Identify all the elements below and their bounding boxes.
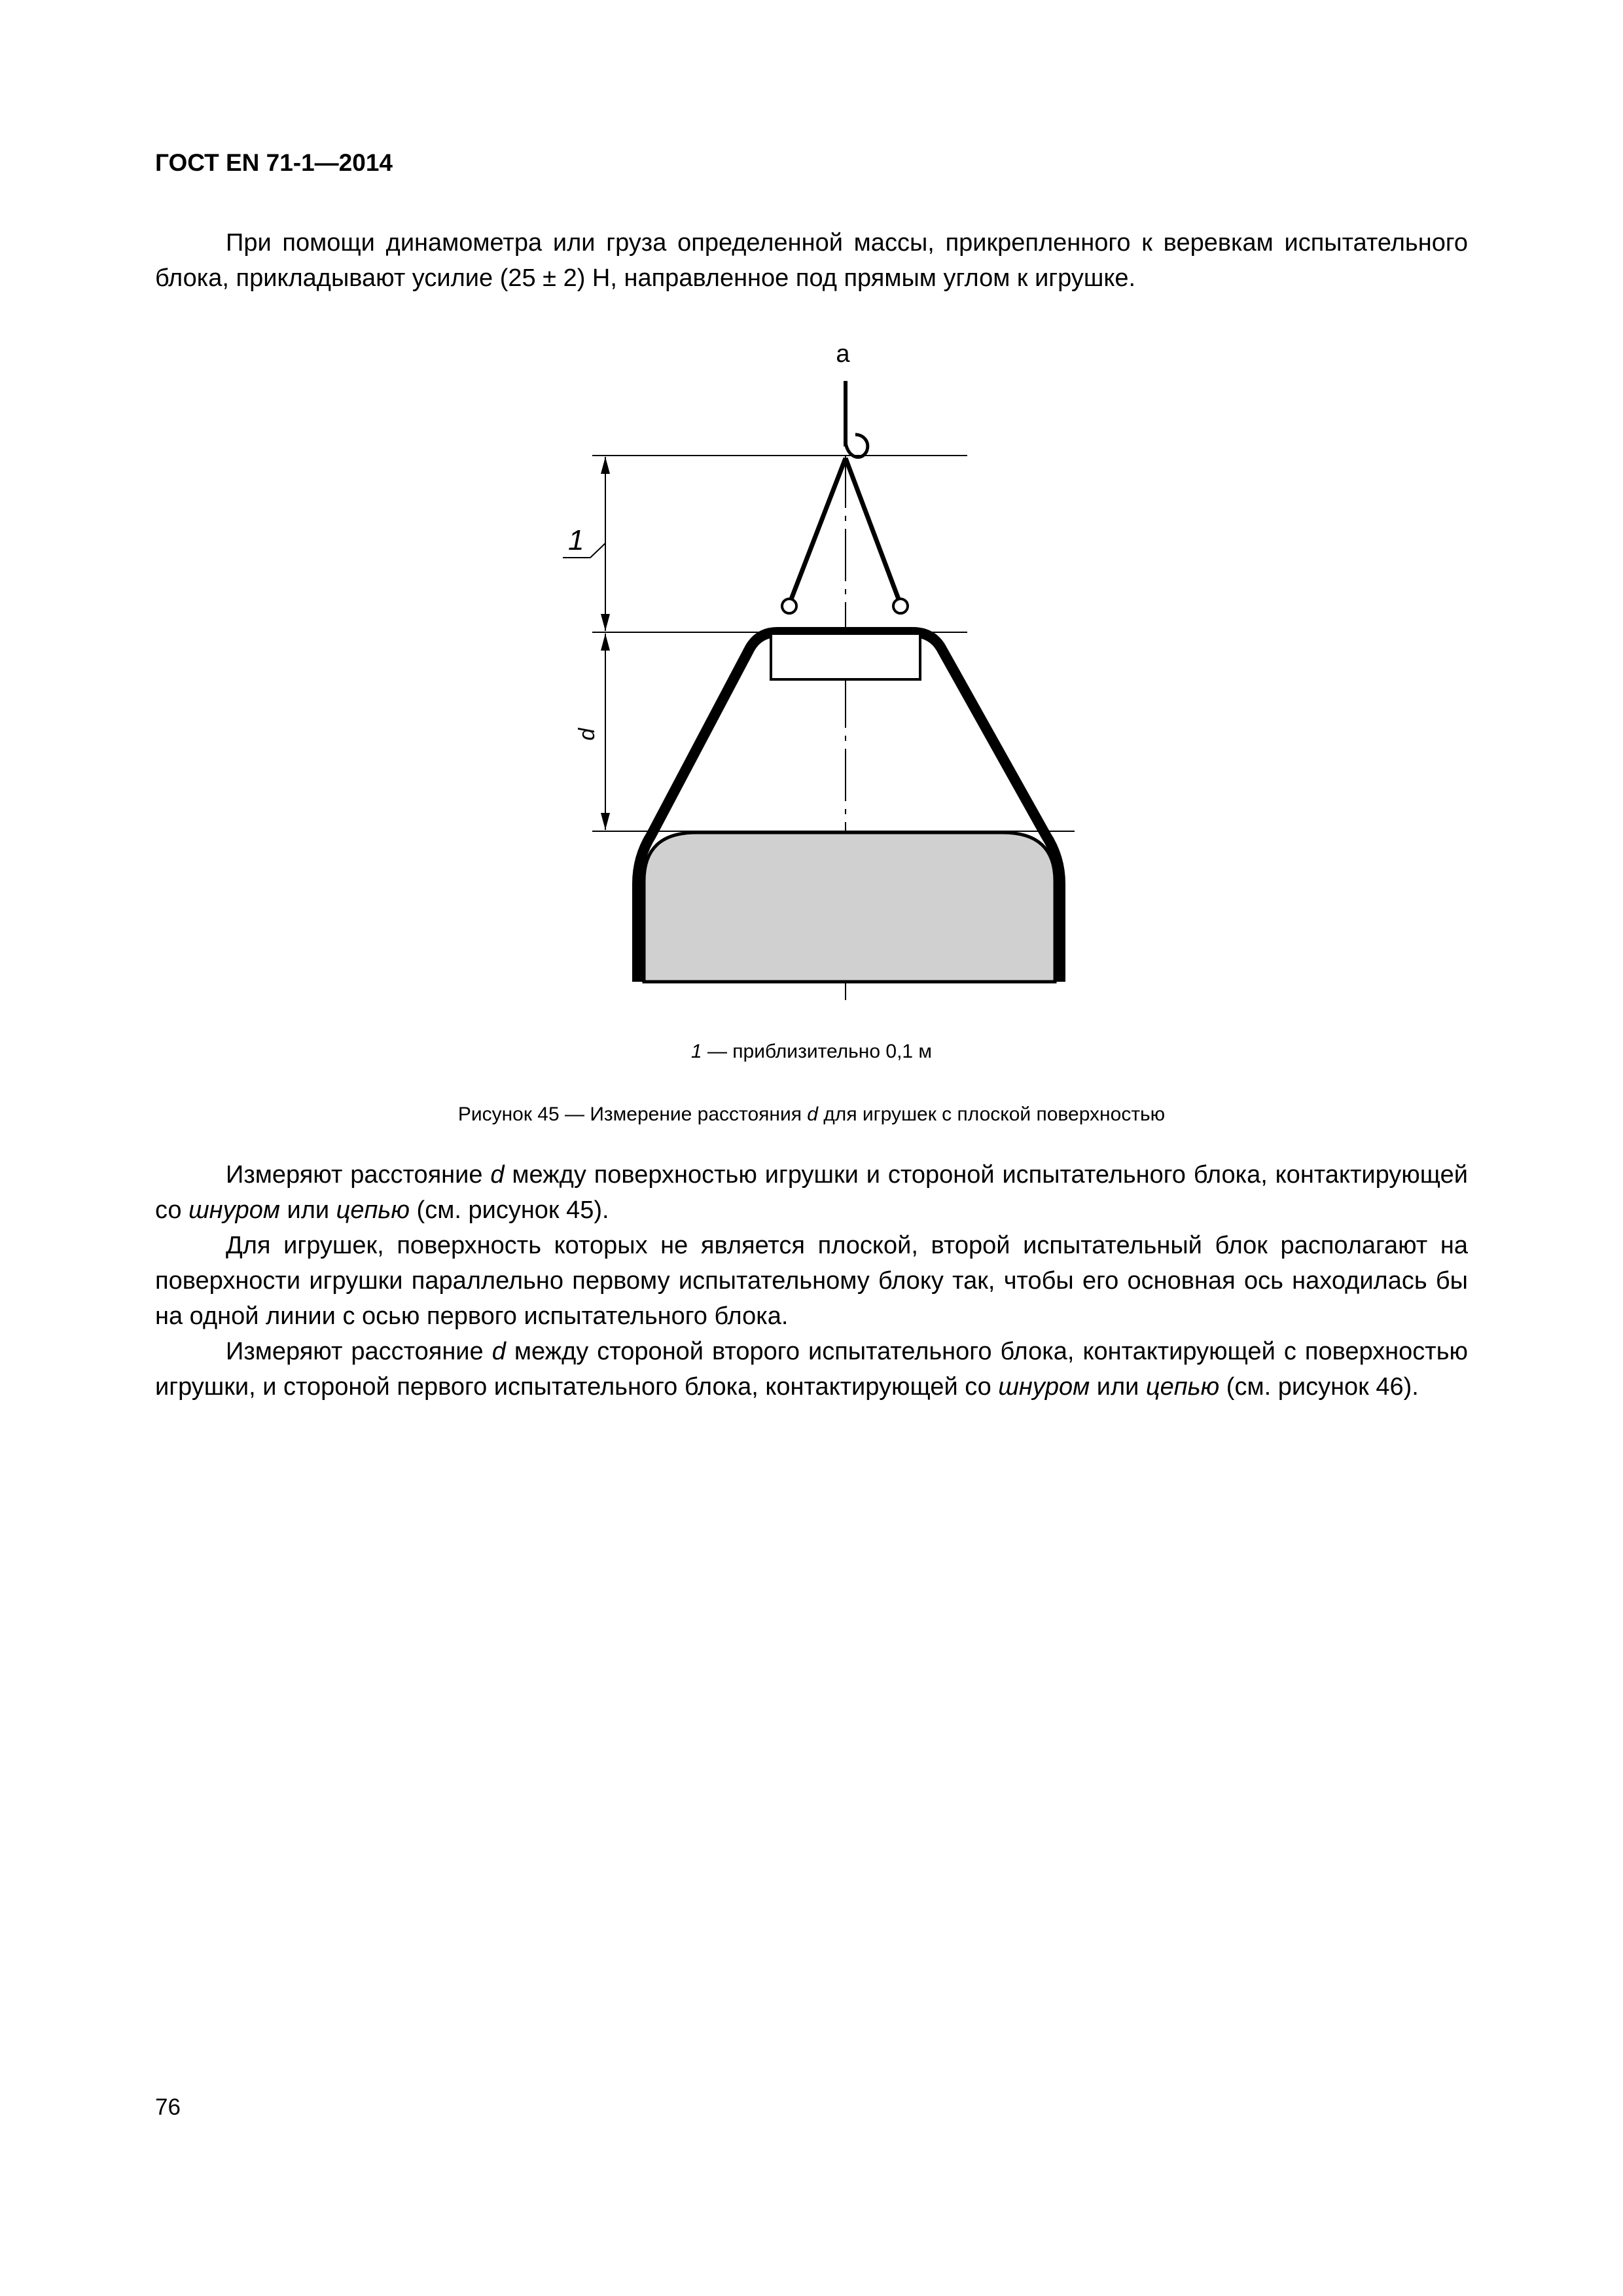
figure-45-diagram — [537, 334, 1086, 1001]
paragraph-measure-d-second-block: Измеряют расстояние d между стороной второго испытательного блока, контактирующей с поверхностью игрушки, и стороной первого испытательного блока, контактирующей со шнуром или цепью (см. рисунок 46). — [155, 1338, 1468, 1401]
hook-curl — [846, 435, 868, 457]
figure-caption: Рисунок 45 — Измерение расстояния d для игрушек с плоской поверхностью — [457, 1103, 1166, 1125]
leader-line-1-slant — [590, 543, 605, 558]
ring-left — [782, 599, 796, 613]
label-d: d — [575, 728, 599, 741]
label-a: а — [836, 340, 850, 368]
toy-body — [644, 833, 1055, 982]
dimension-arrow-d-bottom — [601, 813, 610, 830]
dimension-arrow-d-top — [601, 634, 610, 651]
label-1: 1 — [568, 524, 584, 556]
cord-right — [846, 458, 899, 601]
paragraph-measure-d-flat: Измеряют расстояние d между поверхностью игрушки и стороной испытательного блока, контактирующей со шнуром или цепью (см. рисунок 45). — [155, 1161, 1469, 1224]
ring-right — [893, 599, 908, 613]
figure-legend — [0, 1041, 1623, 1063]
dimension-arrow-1-top — [601, 457, 610, 474]
paragraph-force-application: При помощи динамометра или груза определенной массы, прикрепленного к веревкам испытательного блока, прикладывают усилие (25 ± 2) Н, направленное под прямым углом к игрушке. — [155, 229, 1468, 292]
legend-text: — приблизительно 0,1 м — [702, 1041, 933, 1062]
legend-number: 1 — [690, 1041, 702, 1062]
document-header: ГОСТ EN 71-1—2014 — [155, 149, 393, 176]
test-block — [771, 634, 920, 679]
dimension-arrow-1-bottom — [601, 614, 610, 631]
cord-left — [791, 458, 846, 601]
page-number: 76 — [155, 2094, 181, 2120]
paragraph-non-flat-surface: Для игрушек, поверхность которых не является плоской, второй испытательный блок располагают на поверхности игрушки параллельно первому испытательному блоку так, чтобы его основная ось находилась бы на одной линии с осью первого испытательного блока. — [155, 1232, 1468, 1330]
